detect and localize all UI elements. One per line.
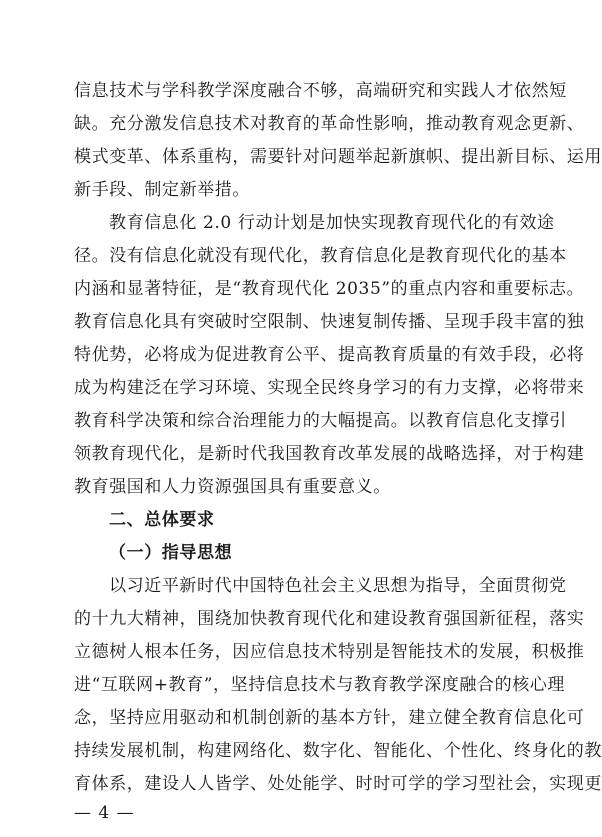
- body-text-line: 进“互联网+教育”，坚持信息技术与教育教学深度融合的核心理: [74, 675, 566, 695]
- body-text-line: 内涵和显著特征，是“教育现代化 2035”的重点内容和重要标志。: [74, 279, 585, 299]
- body-text-line: 信息技术与学科教学深度融合不够，高端研究和实践人才依然短: [74, 81, 567, 101]
- body-text-line: 领教育现代化，是新时代我国教育改革发展的战略选择，对于构建: [74, 444, 585, 464]
- body-text-line: 的十九大精神，围绕加快教育现代化和建设教育强国新征程，落实: [74, 609, 585, 629]
- body-text-line: 教育科学决策和综合治理能力的大幅提高。以教育信息化支撑引: [74, 411, 567, 431]
- body-text-line: 念，坚持应用驱动和机制创新的基本方针，建立健全教育信息化可: [74, 708, 585, 728]
- subsection-heading: （一）指导思想: [109, 543, 233, 563]
- page-number: — 4 —: [74, 803, 135, 823]
- body-text-line: 教育强国和人力资源强国具有重要意义。: [74, 477, 391, 497]
- body-text-line: 径。没有信息化就没有现代化，教育信息化是教育现代化的基本: [74, 246, 567, 266]
- body-text-line: 缺。充分激发信息技术对教育的革命性影响，推动教育观念更新、: [74, 114, 585, 134]
- body-text-line: 教育信息化具有突破时空限制、快速复制传播、呈现手段丰富的独: [74, 312, 585, 332]
- body-text-line: 特优势，必将成为促进教育公平、提高教育质量的有效手段，必将: [74, 345, 585, 365]
- paragraph-first-line: 教育信息化 2.0 行动计划是加快实现教育现代化的有效途: [109, 213, 555, 233]
- body-text-line: 持续发展机制，构建网络化、数字化、智能化、个性化、终身化的教: [74, 741, 602, 761]
- section-heading: 二、总体要求: [109, 510, 215, 530]
- body-text-line: 成为构建泛在学习环境、实现全民终身学习的有力支撑，必将带来: [74, 378, 585, 398]
- paragraph-first-line: 以习近平新时代中国特色社会主义思想为指导，全面贯彻党: [109, 576, 567, 596]
- body-text-line: 育体系，建设人人皆学、处处能学、时时可学的学习型社会，实现更: [74, 774, 602, 794]
- body-text-line: 模式变革、体系重构，需要针对问题举起新旗帜、提出新目标、运用: [74, 147, 602, 167]
- body-text-line: 新手段、制定新举措。: [74, 180, 250, 200]
- body-text-line: 立德树人根本任务，因应信息技术特别是智能技术的发展，积极推: [74, 642, 585, 662]
